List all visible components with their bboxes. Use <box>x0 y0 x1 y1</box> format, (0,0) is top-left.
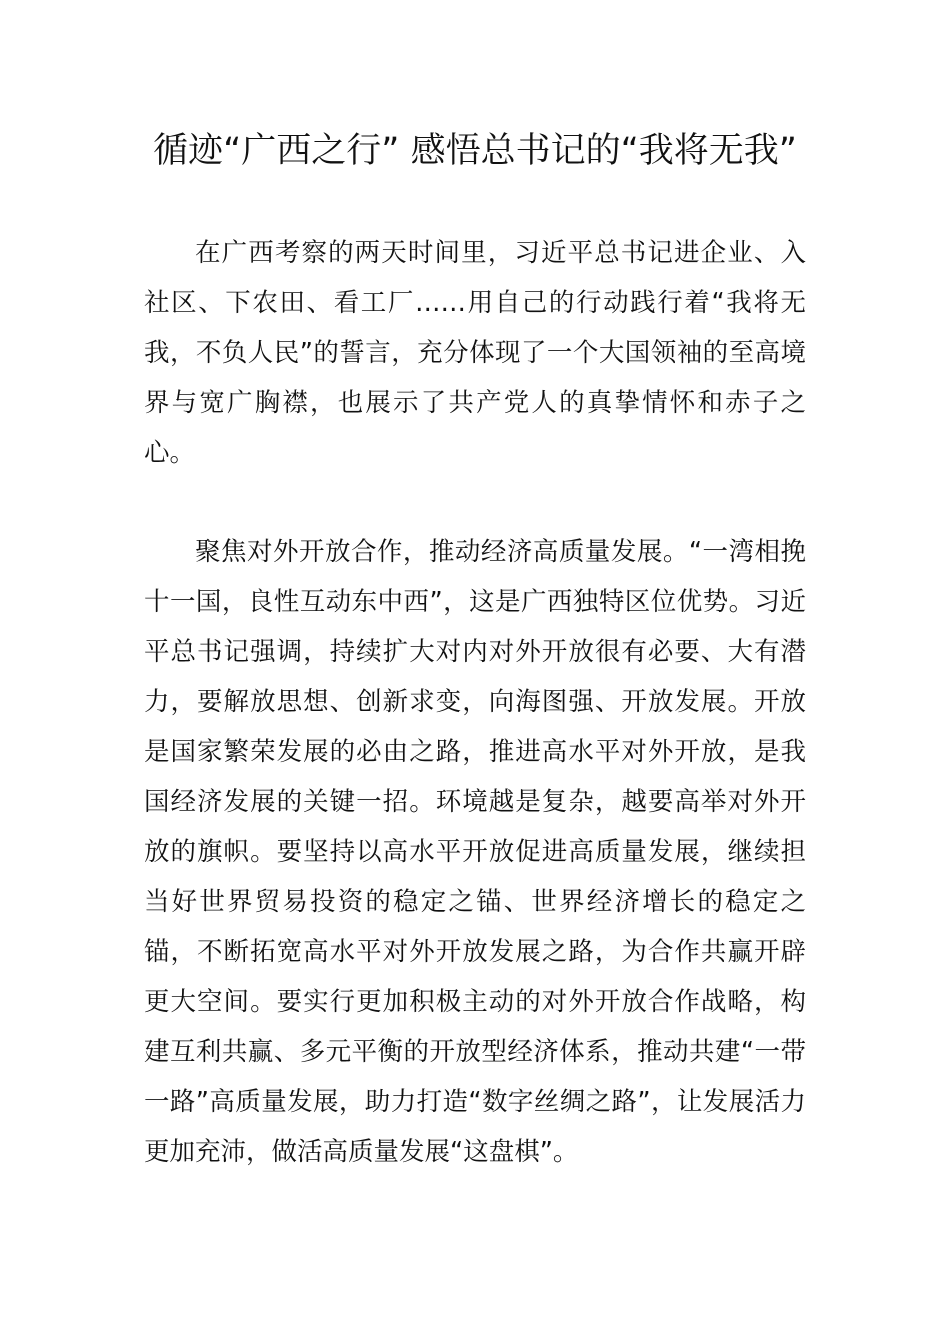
paragraph-intro: 在广西考察的两天时间里，习近平总书记进企业、入社区、下农田、看工厂……用自己的行动践行着“我将无我，不负人民”的誓言，充分体现了一个大国领袖的至高境界与宽广胸襟，也展示了共产党人的真挚情怀和赤子之心。 <box>144 238 806 468</box>
document-title: 循迹“广西之行” 感悟总书记的“我将无我” <box>153 131 797 171</box>
paragraph-opening-up: 聚焦对外开放合作，推动经济高质量发展。“一湾相挽十一国，良性互动东中西”，这是广西独特区位优势。习近平总书记强调，持续扩大对内对外开放很有必要、大有潜力，要解放思想、创新求变，向海图强、开放发展。开放是国家繁荣发展的必由之路，推进高水平对外开放，是我国经济发展的关键一招。环境越是复杂，越要高举对外开放的旗帜。要坚持以高水平开放促进高质量发展，继续担当好世界贸易投资的稳定之锚、世界经济增长的稳定之锚，不断拓宽高水平对外开放发展之路，为合作共赢开辟更大空间。要实行更加积极主动的对外开放合作战略，构建互利共赢、多元平衡的开放型经济体系，推动共建“一带一路”高质量发展，助力打造“数字丝绸之路”，让发展活力更加充沛，做活高质量发展“这盘棋”。 <box>144 537 806 1167</box>
